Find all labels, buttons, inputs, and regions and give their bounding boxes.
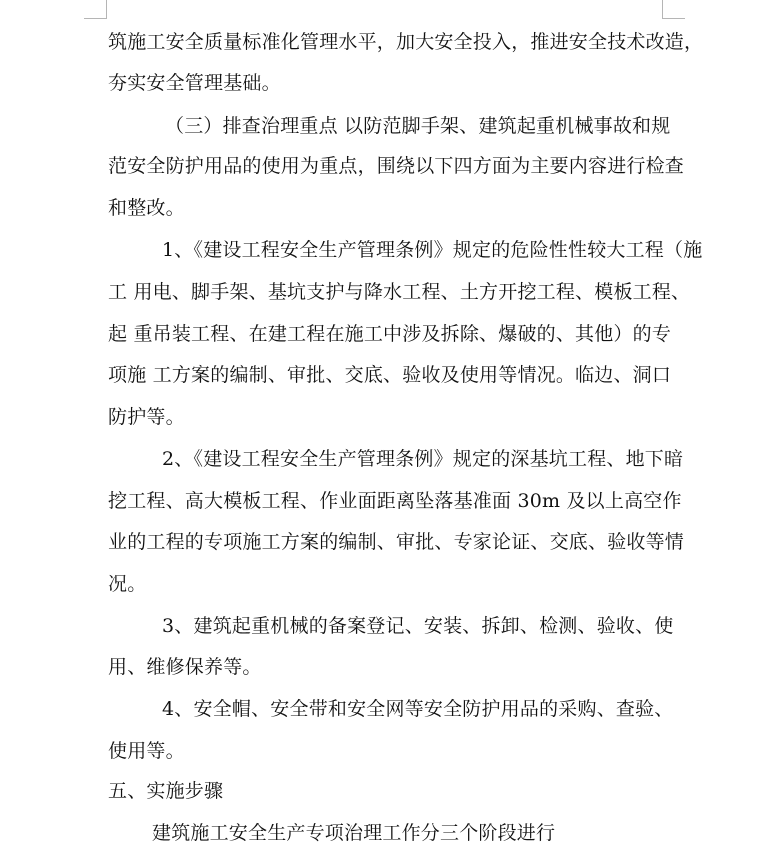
paragraph-line: 挖工程、高大模板工程、作业面距离坠落基准面 30m 及以上高空作 bbox=[108, 490, 682, 512]
list-item-line: 4、安全帽、安全带和安全网等安全防护用品的采购、查验、 bbox=[162, 698, 674, 720]
paragraph-line: 和整改。 bbox=[108, 197, 185, 219]
list-item-line: 1、《建设工程安全生产管理条例》规定的危险性性较大工程（施 bbox=[162, 239, 703, 261]
paragraph-line: 况。 bbox=[108, 573, 147, 595]
paragraph-line: 起 重吊装工程、在建工程在施工中涉及拆除、爆破的、其他）的专 bbox=[108, 323, 672, 345]
section-heading-line: （三）排查治理重点 以防范脚手架、建筑起重机械事故和规 bbox=[165, 115, 671, 137]
paragraph-line: 夯实安全管理基础。 bbox=[108, 72, 281, 94]
section-heading: 五、实施步骤 bbox=[108, 780, 224, 802]
paragraph-line: 建筑施工安全生产专项治理工作分三个阶段进行 bbox=[152, 822, 556, 844]
paragraph-line: 工 用电、脚手架、基坑支护与降水工程、土方开挖工程、模板工程、 bbox=[108, 281, 691, 303]
crop-mark-left bbox=[84, 0, 107, 19]
list-item-line: 2、《建设工程安全生产管理条例》规定的深基坑工程、地下暗 bbox=[162, 448, 684, 470]
paragraph-line: 筑施工安全质量标准化管理水平，加大安全投入，推进安全技术改造， bbox=[108, 31, 704, 53]
paragraph-line: 项施 工方案的编制、审批、交底、验收及使用等情况。临边、洞口 bbox=[108, 364, 672, 386]
list-item-line: 3、建筑起重机械的备案登记、安装、拆卸、检测、验收、使 bbox=[162, 615, 674, 637]
paragraph-line: 使用等。 bbox=[108, 740, 185, 762]
paragraph-line: 用、维修保养等。 bbox=[108, 656, 262, 678]
crop-mark-right bbox=[662, 0, 685, 19]
paragraph-line: 范安全防护用品的使用为重点，围绕以下四方面为主要内容进行检查 bbox=[108, 155, 685, 177]
paragraph-line: 业的工程的专项施工方案的编制、审批、专家论证、交底、验收等情 bbox=[108, 531, 685, 553]
paragraph-line: 防护等。 bbox=[108, 406, 185, 428]
